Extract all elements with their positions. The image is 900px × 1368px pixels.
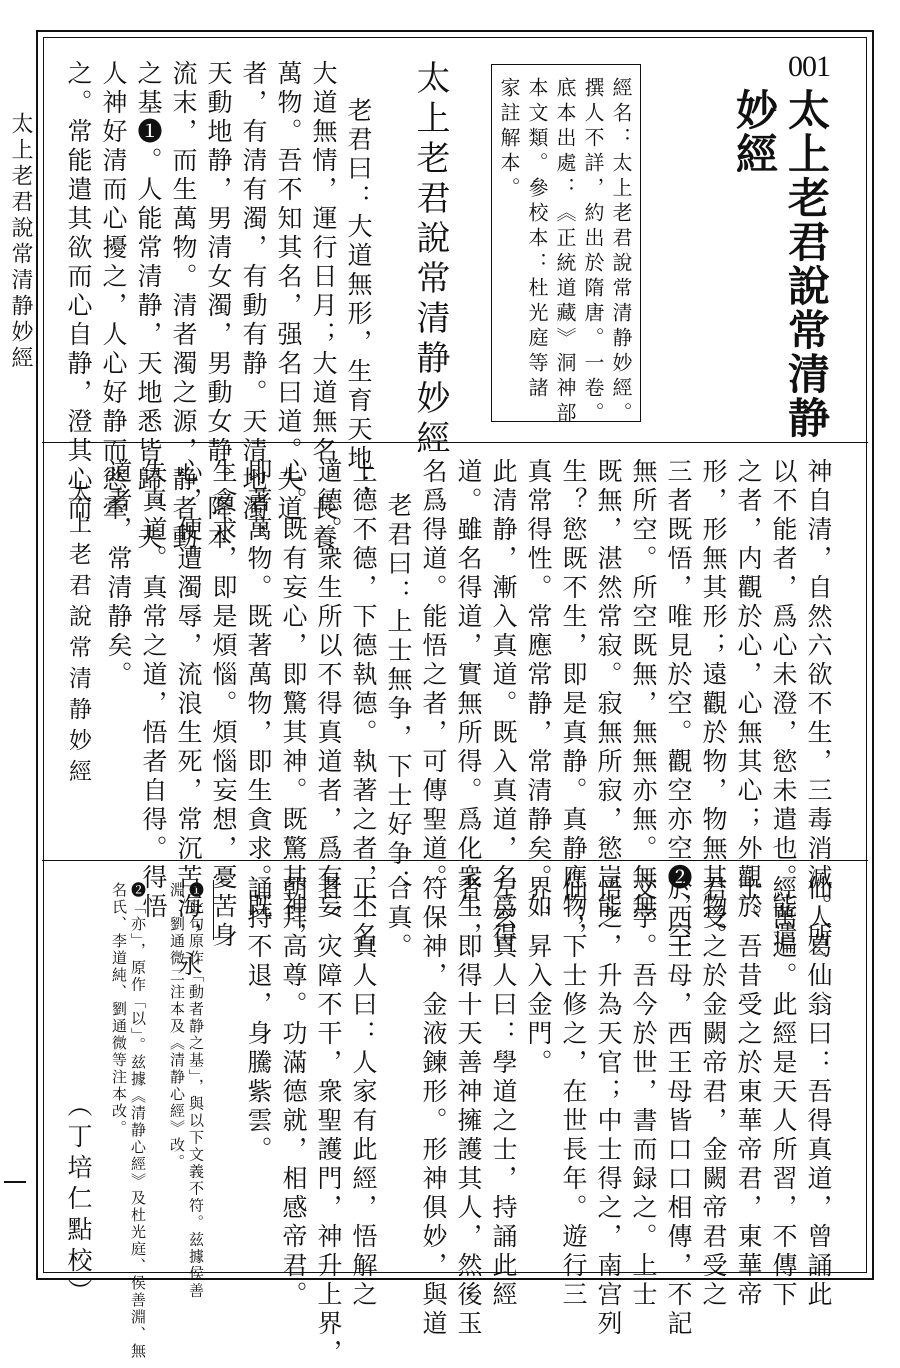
end-title: 太上老君說常清静妙經 (65, 480, 91, 790)
info-line: 底本出處：《正統道藏》洞神部 (553, 77, 577, 427)
text-column: 合真。 (384, 875, 413, 962)
text-column: 真常得性。常應常静，常清静矣。如 (524, 458, 553, 922)
text-column: 者，即得十天善神擁護其人，然後玉 (454, 875, 483, 1339)
text-column: 之者，内觀於心，心無其心；外觀於 (734, 458, 763, 922)
text-column: 大道無情，運行日月；大道無名，長養 (309, 60, 338, 553)
text-column: 左玄真人曰：學道之士，持誦此經 (489, 875, 518, 1310)
info-line: 撰人不詳，約出於隋唐。一卷。 (581, 77, 605, 427)
text-column: 失真道。真常之道，悟者自得。得悟 (139, 458, 168, 922)
entry-number: 001 (788, 50, 830, 83)
text-column: 仙；下士修之，在世長年。遊行三 (559, 875, 588, 1310)
text-column: 道。雖名得道，實無所得。爲化衆生， (454, 458, 483, 951)
text-column: 生？慾既不生，即是真静。真静應物， (559, 458, 588, 951)
text-column: 老君曰：上士無争，下士好争； (384, 492, 413, 898)
text-column: 既無，湛然常寂。寂無所寂，慾豈能 (594, 458, 623, 922)
text-column: 界，昇入金門。 (524, 875, 553, 1078)
text-column: 符保神，金液鍊形。形神俱妙，與道 (419, 875, 448, 1339)
info-line: 本文類。參校本：杜光庭等諸 (525, 77, 549, 402)
text-column: 仙人葛仙翁曰：吾得真道，曾誦此 (804, 875, 833, 1310)
text-column: 心，便遭濁辱，流浪生死，常沉苦海，永 (174, 458, 203, 980)
scripture-subtitle: 太上老君說常清静妙經 (410, 60, 450, 460)
section-divider-top (42, 442, 868, 443)
text-column: 萬物。吾不知其名，强名曰道。夫道 (274, 60, 303, 524)
text-column: 者，有清有濁，有動有静。天清地濁， (239, 60, 268, 553)
text-column: 名爲得道。能悟之者，可傳聖道。 (419, 458, 448, 893)
info-box (491, 64, 641, 427)
text-column: 即著萬物。既著萬物，即生貪求。既 (244, 458, 273, 922)
text-column: 流末，而生萬物。清者濁之源，静者動 (169, 60, 198, 553)
text-column: 之。常能遣其欲而心自静，澄其心而 (64, 60, 93, 524)
text-column: 此清静，漸入真道。既入真道，名爲得 (489, 458, 518, 951)
text-column: 形，形無其形；遠觀於物，物無其物。 (699, 458, 728, 951)
info-line: 經名：太上老君說常清静妙經。 (609, 77, 633, 427)
page-mark (4, 1181, 26, 1183)
footnote: 淵、劉通微二注本及《清静心經》改。 (168, 882, 186, 1171)
text-column: 天動地静，男清女濁，男動女静。降本 (204, 60, 233, 553)
text-column: 君受之於金闕帝君，金闕帝君受之 (699, 875, 728, 1310)
text-column: 道者，常清静矣。 (104, 458, 133, 690)
text-column: 人神好清而心擾之，人心好静而慾牽 (99, 60, 128, 524)
info-line: 家註解本。 (497, 77, 521, 202)
text-column: 經萬遍。此經是天人所習，不傳下 (769, 875, 798, 1310)
text-column: 朝拜高尊。功滿德就，相感帝君。 (279, 875, 308, 1310)
running-title: 太上老君說常清静妙經 (8, 112, 33, 372)
text-column: 悟之，升為天官；中士得之，南宫列 (594, 875, 623, 1339)
text-column: 神自清，自然六欲不生，三毒消滅。所 (804, 458, 833, 951)
text-column: 者，灾障不干，衆聖護門，神升上界， (314, 875, 343, 1368)
text-column: 文字。吾今於世，書而録之。上士 (629, 875, 658, 1310)
text-column: 心。既有妄心，即驚其神。既驚其神， (279, 458, 308, 951)
text-column: 道德。衆生所以不得真道者，爲有妄 (314, 458, 343, 922)
text-column: 誦持不退，身騰紫雲。 (244, 875, 273, 1165)
text-column: 無所空。所空既無，無無亦無。無無 (629, 458, 658, 922)
footnote: ❷「亦」，原作「以」。兹據《清静心經》及杜光庭、侯善淵、無 (129, 882, 147, 1360)
text-column: 上德不德，下德執德。執著之者，不名 (349, 458, 378, 951)
title-main: 太上老君說常清静 (782, 88, 831, 440)
proofreader-credit: （丁培仁點校） (64, 1092, 93, 1309)
footnote: 名氏、李道純、劉通微等注本改。 (110, 882, 128, 1137)
text-column: 於西王母，西王母皆口口相傳，不記 (664, 875, 693, 1339)
text-column: 老君曰：大道無形，生育天地； (344, 97, 373, 503)
text-column: 之基❶。人能常清静，天地悉皆歸。夫 (134, 60, 163, 553)
text-column: 三者既悟，唯見於空。觀空亦空❷，空 (664, 458, 693, 951)
title-tail: 妙經 (730, 88, 779, 176)
text-column: 生貪求，即是煩惱。煩惱妄想，憂苦身 (209, 458, 238, 951)
text-column: 士。吾昔受之於東華帝君，東華帝 (734, 875, 763, 1310)
text-column: 正一真人曰：人家有此經，悟解之 (349, 875, 378, 1310)
footnote: ❶此句原作「動者静之基」，與以下文義不符。兹據侯善 (187, 882, 205, 1300)
text-column: 以不能者，爲心未澄，慾未遣也。能遣 (769, 458, 798, 951)
